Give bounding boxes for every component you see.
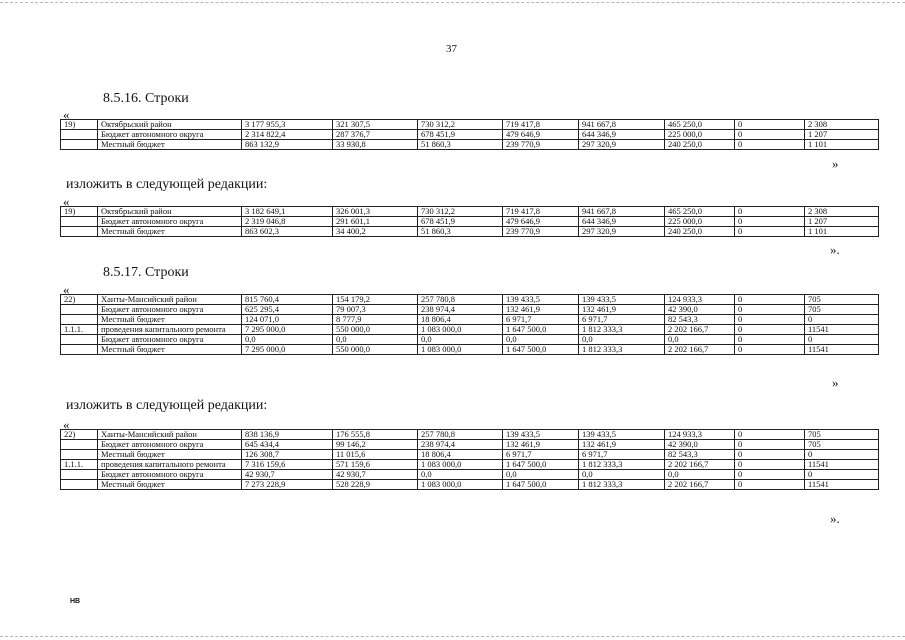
value-cell: 7 273 228,9 bbox=[242, 480, 333, 490]
value-cell: 571 159,6 bbox=[333, 460, 418, 470]
row-name-cell: Местный бюджет bbox=[98, 315, 242, 325]
value-cell: 479 646,9 bbox=[503, 130, 579, 140]
row-number-cell: 1.1.1. bbox=[61, 460, 98, 470]
value-cell: 730 312,2 bbox=[418, 207, 503, 217]
value-cell: 11541 bbox=[805, 345, 879, 355]
value-cell: 719 417,8 bbox=[503, 207, 579, 217]
value-cell: 0,0 bbox=[503, 470, 579, 480]
value-cell: 1 812 333,3 bbox=[579, 460, 665, 470]
value-cell: 719 417,8 bbox=[503, 120, 579, 130]
value-cell: 225 000,0 bbox=[665, 217, 735, 227]
value-cell: 139 433,5 bbox=[579, 295, 665, 305]
value-cell: 132 461,9 bbox=[579, 305, 665, 315]
intro-paragraph: изложить в следующей редакции: bbox=[66, 398, 268, 413]
value-cell: 2 202 166,7 bbox=[665, 325, 735, 335]
value-cell: 0,0 bbox=[665, 335, 735, 345]
open-quote: « bbox=[63, 107, 70, 122]
value-cell: 0,0 bbox=[333, 335, 418, 345]
value-cell: 678 451,9 bbox=[418, 217, 503, 227]
value-cell: 0,0 bbox=[503, 335, 579, 345]
value-cell: 625 295,4 bbox=[242, 305, 333, 315]
value-cell: 82 543,3 bbox=[665, 315, 735, 325]
close-quote: » bbox=[832, 375, 839, 390]
value-cell: 8 777,9 bbox=[333, 315, 418, 325]
value-cell: 124 933,3 bbox=[665, 295, 735, 305]
row-number-cell: 1.1.1. bbox=[61, 325, 98, 335]
value-cell: 139 433,5 bbox=[503, 295, 579, 305]
table-row bbox=[61, 470, 879, 480]
table-row bbox=[61, 460, 879, 470]
value-cell: 0 bbox=[735, 430, 805, 440]
value-cell: 287 376,7 bbox=[333, 130, 418, 140]
value-cell: 705 bbox=[805, 430, 879, 440]
open-quote: « bbox=[63, 417, 70, 432]
value-cell: 644 346,9 bbox=[579, 130, 665, 140]
value-cell: 33 930,8 bbox=[333, 140, 418, 150]
value-cell: 863 602,3 bbox=[242, 227, 333, 237]
value-cell: 2 308 bbox=[805, 207, 879, 217]
value-cell: 0 bbox=[735, 315, 805, 325]
value-cell: 941 667,8 bbox=[579, 207, 665, 217]
value-cell: 124 071,0 bbox=[242, 315, 333, 325]
intro-paragraph: изложить в следующей редакции: bbox=[66, 177, 268, 192]
value-cell: 51 860,3 bbox=[418, 140, 503, 150]
table-row bbox=[61, 140, 879, 150]
value-cell: 705 bbox=[805, 295, 879, 305]
value-cell: 465 250,0 bbox=[665, 120, 735, 130]
value-cell: 11 015,6 bbox=[333, 450, 418, 460]
value-cell: 42 930,7 bbox=[242, 470, 333, 480]
value-cell: 11541 bbox=[805, 325, 879, 335]
value-cell: 550 000,0 bbox=[333, 345, 418, 355]
value-cell: 1 083 000,0 bbox=[418, 325, 503, 335]
value-cell: 1 083 000,0 bbox=[418, 460, 503, 470]
table-row bbox=[61, 480, 879, 490]
table-row bbox=[61, 335, 879, 345]
value-cell: 139 433,5 bbox=[503, 430, 579, 440]
value-cell: 1 083 000,0 bbox=[418, 480, 503, 490]
value-cell: 6 971,7 bbox=[579, 450, 665, 460]
value-cell: 0 bbox=[735, 217, 805, 227]
value-cell: 0,0 bbox=[418, 470, 503, 480]
value-cell: 7 295 000,0 bbox=[242, 325, 333, 335]
value-cell: 645 434,4 bbox=[242, 440, 333, 450]
row-name-cell: Бюджет автономного округа bbox=[98, 440, 242, 450]
value-cell: 126 308,7 bbox=[242, 450, 333, 460]
value-cell: 7 295 000,0 bbox=[242, 345, 333, 355]
row-number-cell bbox=[61, 335, 98, 345]
close-quote: ». bbox=[830, 242, 840, 257]
value-cell: 0,0 bbox=[665, 470, 735, 480]
row-name-cell: Местный бюджет bbox=[98, 345, 242, 355]
value-cell: 0 bbox=[735, 325, 805, 335]
value-cell: 132 461,9 bbox=[503, 440, 579, 450]
row-name-cell: проведения капитального ремонта bbox=[98, 325, 242, 335]
value-cell: 528 228,9 bbox=[333, 480, 418, 490]
row-name-cell: Ханты-Мансийский район bbox=[98, 295, 242, 305]
value-cell: 1 207 bbox=[805, 217, 879, 227]
value-cell: 0 bbox=[735, 470, 805, 480]
row-number-cell: 19) bbox=[61, 207, 98, 217]
section-heading: 8.5.17. Строки bbox=[103, 265, 189, 280]
value-cell: 18 806,4 bbox=[418, 315, 503, 325]
value-cell: 2 202 166,7 bbox=[665, 480, 735, 490]
value-cell: 238 974,4 bbox=[418, 305, 503, 315]
value-cell: 550 000,0 bbox=[333, 325, 418, 335]
value-cell: 0,0 bbox=[418, 335, 503, 345]
table-row bbox=[61, 217, 879, 227]
value-cell: 644 346,9 bbox=[579, 217, 665, 227]
value-cell: 238 974,4 bbox=[418, 440, 503, 450]
value-cell: 678 451,9 bbox=[418, 130, 503, 140]
value-cell: 257 780,8 bbox=[418, 295, 503, 305]
value-cell: 3 177 955,3 bbox=[242, 120, 333, 130]
row-number-cell bbox=[61, 440, 98, 450]
value-cell: 0,0 bbox=[242, 335, 333, 345]
value-cell: 240 250,0 bbox=[665, 140, 735, 150]
value-cell: 257 780,8 bbox=[418, 430, 503, 440]
row-number-cell bbox=[61, 345, 98, 355]
value-cell: 0 bbox=[735, 120, 805, 130]
value-cell: 6 971,7 bbox=[503, 450, 579, 460]
value-cell: 1 647 500,0 bbox=[503, 345, 579, 355]
value-cell: 0 bbox=[735, 227, 805, 237]
row-number-cell bbox=[61, 305, 98, 315]
value-cell: 124 933,3 bbox=[665, 430, 735, 440]
new-rows-table bbox=[60, 206, 879, 237]
table-row bbox=[61, 120, 879, 130]
page-top-edge bbox=[0, 2, 905, 3]
value-cell: 863 132,9 bbox=[242, 140, 333, 150]
value-cell: 42 390,0 bbox=[665, 305, 735, 315]
value-cell: 51 860,3 bbox=[418, 227, 503, 237]
value-cell: 0 bbox=[735, 440, 805, 450]
value-cell: 2 202 166,7 bbox=[665, 460, 735, 470]
value-cell: 139 433,5 bbox=[579, 430, 665, 440]
row-number-cell bbox=[61, 470, 98, 480]
value-cell: 239 770,9 bbox=[503, 227, 579, 237]
value-cell: 0 bbox=[735, 140, 805, 150]
value-cell: 297 320,9 bbox=[579, 140, 665, 150]
value-cell: 11541 bbox=[805, 480, 879, 490]
row-name-cell: Местный бюджет bbox=[98, 450, 242, 460]
value-cell: 705 bbox=[805, 440, 879, 450]
value-cell: 0 bbox=[735, 450, 805, 460]
row-number-cell bbox=[61, 480, 98, 490]
row-number-cell bbox=[61, 217, 98, 227]
row-number-cell: 22) bbox=[61, 295, 98, 305]
value-cell: 1 647 500,0 bbox=[503, 480, 579, 490]
value-cell: 0 bbox=[735, 295, 805, 305]
open-quote: « bbox=[63, 194, 70, 209]
old-rows-table bbox=[60, 294, 879, 355]
row-number-cell bbox=[61, 315, 98, 325]
value-cell: 0 bbox=[735, 345, 805, 355]
value-cell: 239 770,9 bbox=[503, 140, 579, 150]
value-cell: 2 308 bbox=[805, 120, 879, 130]
value-cell: 3 182 649,1 bbox=[242, 207, 333, 217]
table-row bbox=[61, 430, 879, 440]
value-cell: 291 601,1 bbox=[333, 217, 418, 227]
row-name-cell: Местный бюджет bbox=[98, 227, 242, 237]
footer-mark: НВ bbox=[70, 598, 81, 605]
value-cell: 730 312,2 bbox=[418, 120, 503, 130]
row-name-cell: Местный бюджет bbox=[98, 140, 242, 150]
open-quote: « bbox=[63, 282, 70, 297]
value-cell: 0 bbox=[805, 450, 879, 460]
row-number-cell bbox=[61, 130, 98, 140]
value-cell: 1 207 bbox=[805, 130, 879, 140]
value-cell: 2 314 822,4 bbox=[242, 130, 333, 140]
value-cell: 1 812 333,3 bbox=[579, 325, 665, 335]
value-cell: 0 bbox=[735, 480, 805, 490]
value-cell: 941 667,8 bbox=[579, 120, 665, 130]
old-rows-table bbox=[60, 119, 879, 150]
close-quote: ». bbox=[830, 511, 840, 526]
table-row bbox=[61, 207, 879, 217]
section-heading: 8.5.16. Строки bbox=[103, 91, 189, 106]
value-cell: 79 007,3 bbox=[333, 305, 418, 315]
row-number-cell: 19) bbox=[61, 120, 98, 130]
table-row bbox=[61, 130, 879, 140]
row-name-cell: проведения капитального ремонта bbox=[98, 460, 242, 470]
close-quote: » bbox=[832, 156, 839, 171]
value-cell: 154 179,2 bbox=[333, 295, 418, 305]
value-cell: 815 760,4 bbox=[242, 295, 333, 305]
row-name-cell: Бюджет автономного округа bbox=[98, 335, 242, 345]
row-number-cell bbox=[61, 227, 98, 237]
page-number: 37 bbox=[446, 43, 457, 55]
row-name-cell: Октябрьский район bbox=[98, 207, 242, 217]
value-cell: 225 000,0 bbox=[665, 130, 735, 140]
new-rows-table bbox=[60, 429, 879, 490]
value-cell: 297 320,9 bbox=[579, 227, 665, 237]
value-cell: 1 101 bbox=[805, 140, 879, 150]
value-cell: 705 bbox=[805, 305, 879, 315]
table-row bbox=[61, 227, 879, 237]
value-cell: 7 316 159,6 bbox=[242, 460, 333, 470]
value-cell: 99 146,2 bbox=[333, 440, 418, 450]
value-cell: 0 bbox=[735, 305, 805, 315]
row-number-cell: 22) bbox=[61, 430, 98, 440]
value-cell: 2 202 166,7 bbox=[665, 345, 735, 355]
table-row bbox=[61, 440, 879, 450]
row-number-cell bbox=[61, 450, 98, 460]
row-name-cell: Бюджет автономного округа bbox=[98, 130, 242, 140]
row-name-cell: Бюджет автономного округа bbox=[98, 305, 242, 315]
row-name-cell: Октябрьский район bbox=[98, 120, 242, 130]
value-cell: 18 806,4 bbox=[418, 450, 503, 460]
value-cell: 11541 bbox=[805, 460, 879, 470]
value-cell: 1 083 000,0 bbox=[418, 345, 503, 355]
value-cell: 0,0 bbox=[579, 470, 665, 480]
value-cell: 6 971,7 bbox=[503, 315, 579, 325]
value-cell: 465 250,0 bbox=[665, 207, 735, 217]
page-bottom-edge bbox=[0, 636, 905, 637]
value-cell: 0 bbox=[735, 335, 805, 345]
value-cell: 326 001,3 bbox=[333, 207, 418, 217]
value-cell: 34 400,2 bbox=[333, 227, 418, 237]
value-cell: 0 bbox=[735, 130, 805, 140]
table-row bbox=[61, 305, 879, 315]
value-cell: 176 555,8 bbox=[333, 430, 418, 440]
table-row bbox=[61, 345, 879, 355]
value-cell: 132 461,9 bbox=[503, 305, 579, 315]
value-cell: 132 461,9 bbox=[579, 440, 665, 450]
value-cell: 479 646,9 bbox=[503, 217, 579, 227]
value-cell: 82 543,3 bbox=[665, 450, 735, 460]
row-number-cell bbox=[61, 140, 98, 150]
table-row bbox=[61, 315, 879, 325]
value-cell: 1 647 500,0 bbox=[503, 460, 579, 470]
row-name-cell: Бюджет автономного округа bbox=[98, 217, 242, 227]
value-cell: 1 812 333,3 bbox=[579, 480, 665, 490]
value-cell: 0 bbox=[735, 460, 805, 470]
value-cell: 42 390,0 bbox=[665, 440, 735, 450]
value-cell: 1 812 333,3 bbox=[579, 345, 665, 355]
value-cell: 42 930,7 bbox=[333, 470, 418, 480]
value-cell: 0 bbox=[805, 315, 879, 325]
value-cell: 0,0 bbox=[579, 335, 665, 345]
table-row bbox=[61, 325, 879, 335]
table-row bbox=[61, 450, 879, 460]
row-name-cell: Ханты-Мансийский район bbox=[98, 430, 242, 440]
value-cell: 6 971,7 bbox=[579, 315, 665, 325]
row-name-cell: Бюджет автономного округа bbox=[98, 470, 242, 480]
value-cell: 0 bbox=[735, 207, 805, 217]
value-cell: 838 136,9 bbox=[242, 430, 333, 440]
value-cell: 1 101 bbox=[805, 227, 879, 237]
value-cell: 1 647 500,0 bbox=[503, 325, 579, 335]
row-name-cell: Местный бюджет bbox=[98, 480, 242, 490]
value-cell: 240 250,0 bbox=[665, 227, 735, 237]
table-row bbox=[61, 295, 879, 305]
value-cell: 0 bbox=[805, 335, 879, 345]
value-cell: 0 bbox=[805, 470, 879, 480]
value-cell: 321 307,5 bbox=[333, 120, 418, 130]
value-cell: 2 319 046,8 bbox=[242, 217, 333, 227]
